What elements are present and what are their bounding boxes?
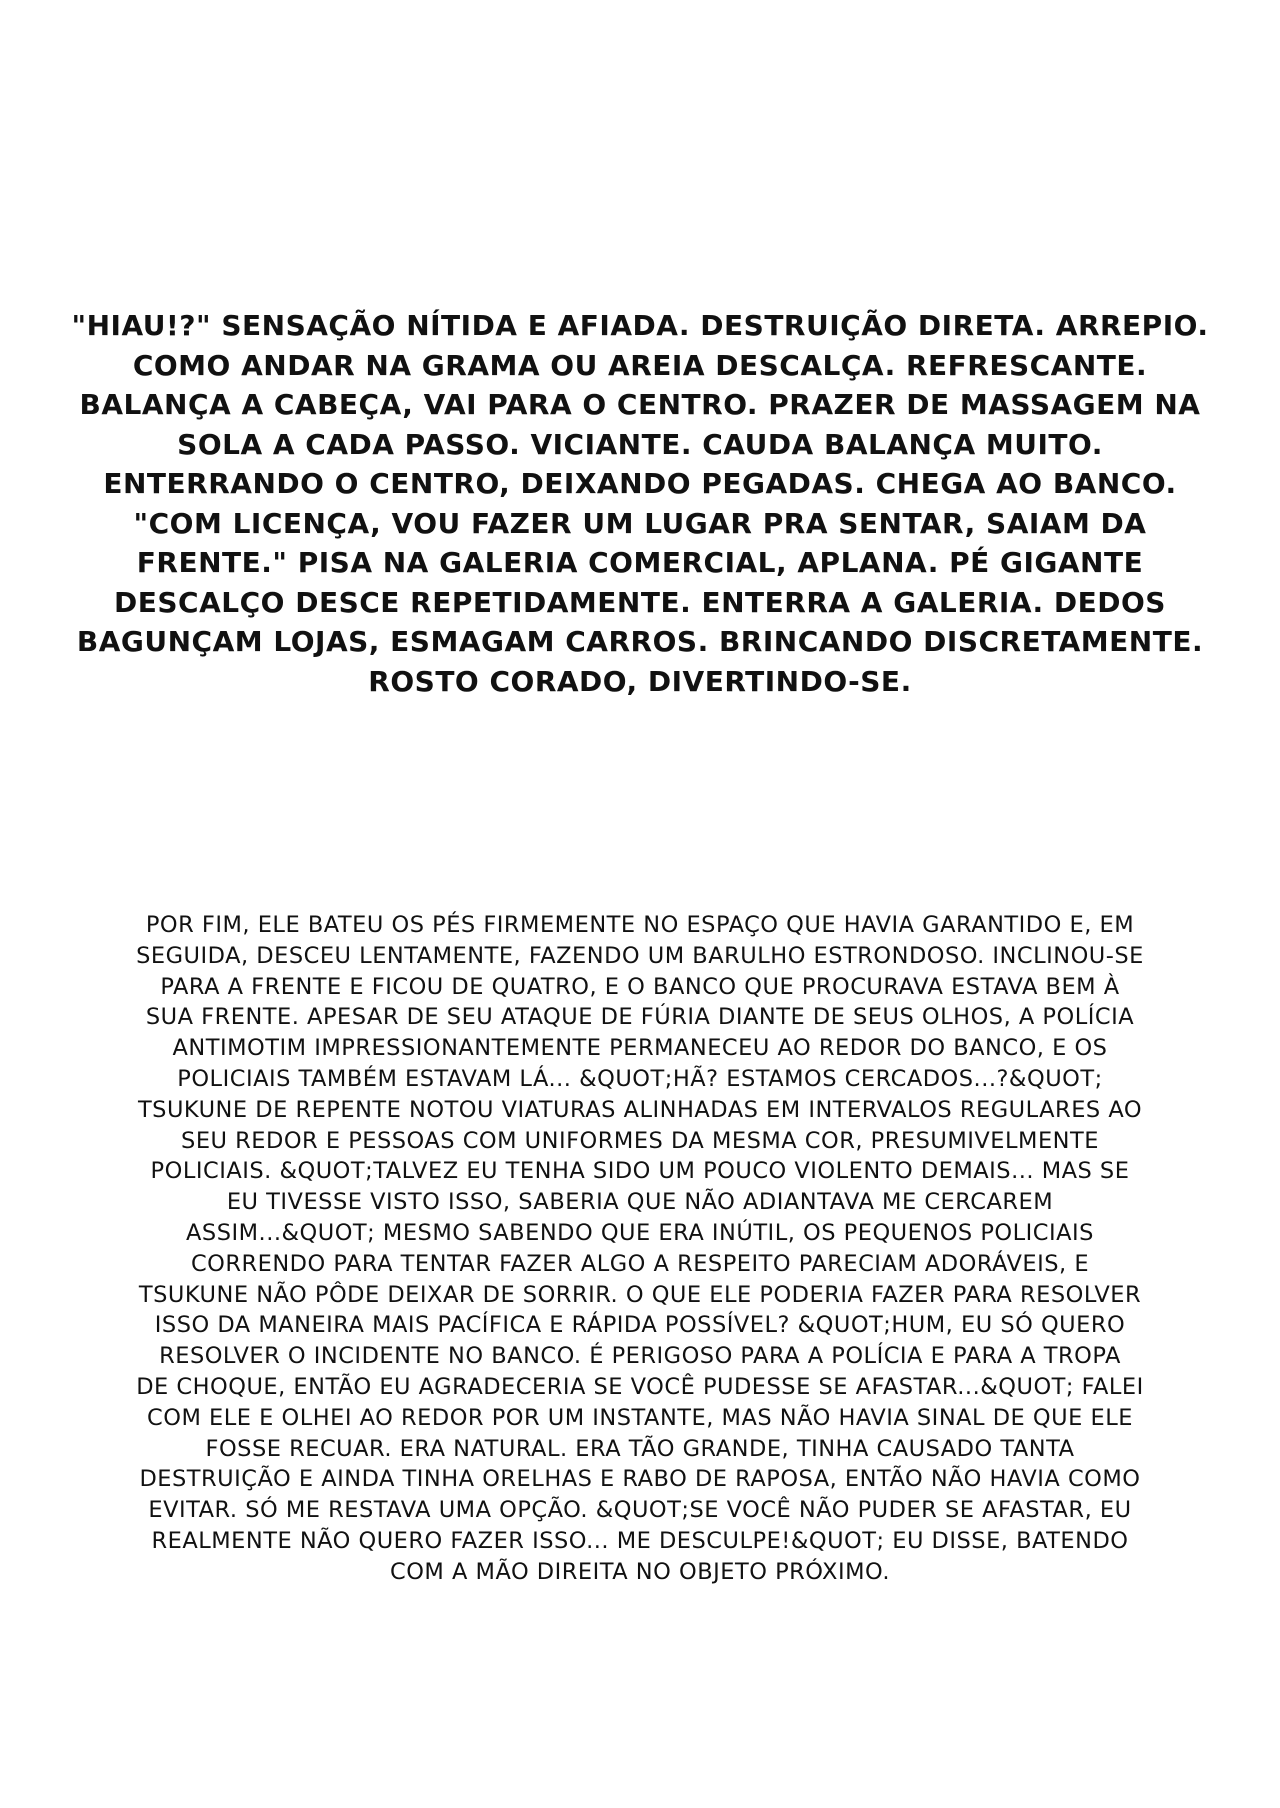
paragraph-1-line: COMO ANDAR NA GRAMA OU AREIA DESCALÇA. REFRESCANTE. <box>132 348 1148 382</box>
paragraph-2-line: SEU REDOR E PESSOAS COM UNIFORMES DA MESMA COR, PRESUMIVELMENTE <box>181 1127 1099 1154</box>
paragraph-1-line: ENTERRANDO O CENTRO, DEIXANDO PEGADAS. CHEGA AO BANCO. <box>103 467 1177 500</box>
paragraph-2-line: SEGUIDA, DESCEU LENTAMENTE, FAZENDO UM BARULHO ESTRONDOSO. INCLINOU-SE <box>136 942 1144 969</box>
paragraph-2-line: EVITAR. SÓ ME RESTAVA UMA OPÇÃO. &QUOT;SE VOCÊ NÃO PUDER SE AFASTAR, EU <box>148 1497 1132 1524</box>
paragraph-2-line: SUA FRENTE. APESAR DE SEU ATAQUE DE FÚRIA DIANTE DE SEUS OLHOS, A POLÍCIA <box>145 1004 1135 1031</box>
paragraph-2-line: FOSSE RECUAR. ERA NATURAL. ERA TÃO GRANDE, TINHA CAUSADO TANTA <box>205 1435 1075 1462</box>
paragraph-1-line: ROSTO CORADO, DIVERTINDO-SE. <box>368 664 912 698</box>
paragraph-2-line: DESTRUIÇÃO E AINDA TINHA ORELHAS E RABO DE RAPOSA, ENTÃO NÃO HAVIA COMO <box>139 1466 1141 1493</box>
paragraph-1 <box>0 306 1280 701</box>
paragraph-2-line: CORRENDO PARA TENTAR FAZER ALGO A RESPEITO PARECIAM ADORÁVEIS, E <box>190 1250 1090 1277</box>
paragraph-1-line: "COM LICENÇA, VOU FAZER UM LUGAR PRA SENTAR, SAIAM DA <box>133 506 1147 540</box>
paragraph-2-line: POR FIM, ELE BATEU OS PÉS FIRMEMENTE NO ESPAÇO QUE HAVIA GARANTIDO E, EM <box>145 912 1135 938</box>
paragraph-2-line: EU TIVESSE VISTO ISSO, SABERIA QUE NÃO ADIANTAVA ME CERCAREM <box>226 1189 1054 1216</box>
paragraph-2-line: ASSIM...&QUOT; MESMO SABENDO QUE ERA INÚTIL, OS PEQUENOS POLICIAIS <box>186 1219 1094 1246</box>
paragraph-1-line: DESCALÇO DESCE REPETIDAMENTE. ENTERRA A GALERIA. DEDOS <box>114 585 1166 619</box>
paragraph-2-line: REALMENTE NÃO QUERO FAZER ISSO... ME DESCULPE!&QUOT; EU DISSE, BATENDO <box>151 1527 1129 1554</box>
paragraph-2-line: COM A MÃO DIREITA NO OBJETO PRÓXIMO. <box>390 1558 890 1585</box>
paragraph-2-line: TSUKUNE NÃO PÔDE DEIXAR DE SORRIR. O QUE ELE PODERIA FAZER PARA RESOLVER <box>138 1281 1142 1308</box>
paragraph-2-line: RESOLVER O INCIDENTE NO BANCO. É PERIGOSO PARA A POLÍCIA E PARA A TROPA <box>159 1343 1121 1370</box>
paragraph-1-line: FRENTE." PISA NA GALERIA COMERCIAL, APLANA. PÉ GIGANTE <box>136 546 1144 579</box>
paragraph-2-line: ISSO DA MANEIRA MAIS PACÍFICA E RÁPIDA POSSÍVEL? &QUOT;HUM, EU SÓ QUERO <box>154 1312 1126 1339</box>
paragraph-2-line: DE CHOQUE, ENTÃO EU AGRADECERIA SE VOCÊ PUDESSE SE AFASTAR...&QUOT; FALEI <box>136 1373 1144 1400</box>
paragraph-1-line: "HIAU!?" SENSAÇÃO NÍTIDA E AFIADA. DESTRUIÇÃO DIRETA. ARREPIO. <box>71 309 1209 342</box>
paragraph-2-line: COM ELE E OLHEI AO REDOR POR UM INSTANTE, MAS NÃO HAVIA SINAL DE QUE ELE <box>147 1404 1133 1431</box>
paragraph-1-line: BAGUNÇAM LOJAS, ESMAGAM CARROS. BRINCANDO DISCRETAMENTE. <box>76 625 1204 658</box>
paragraph-2-line: TSUKUNE DE REPENTE NOTOU VIATURAS ALINHADAS EM INTERVALOS REGULARES AO <box>137 1096 1143 1123</box>
paragraph-2-line: POLICIAIS. &QUOT;TALVEZ EU TENHA SIDO UM POUCO VIOLENTO DEMAIS... MAS SE <box>150 1158 1130 1185</box>
paragraph-2 <box>0 910 1280 1588</box>
paragraph-1-line: BALANÇA A CABEÇA, VAI PARA O CENTRO. PRAZER DE MASSAGEM NA <box>79 388 1201 421</box>
paragraph-2-line: POLICIAIS TAMBÉM ESTAVAM LÁ... &QUOT;HÃ? ESTAMOS CERCADOS...?&QUOT; <box>177 1065 1103 1092</box>
paragraph-1-line: SOLA A CADA PASSO. VICIANTE. CAUDA BALANÇA MUITO. <box>177 427 1103 461</box>
paragraph-2-line: PARA A FRENTE E FICOU DE QUATRO, E O BANCO QUE PROCURAVA ESTAVA BEM À <box>160 973 1120 1000</box>
paragraph-2-line: ANTIMOTIM IMPRESSIONANTEMENTE PERMANECEU AO REDOR DO BANCO, E OS <box>172 1035 1108 1062</box>
